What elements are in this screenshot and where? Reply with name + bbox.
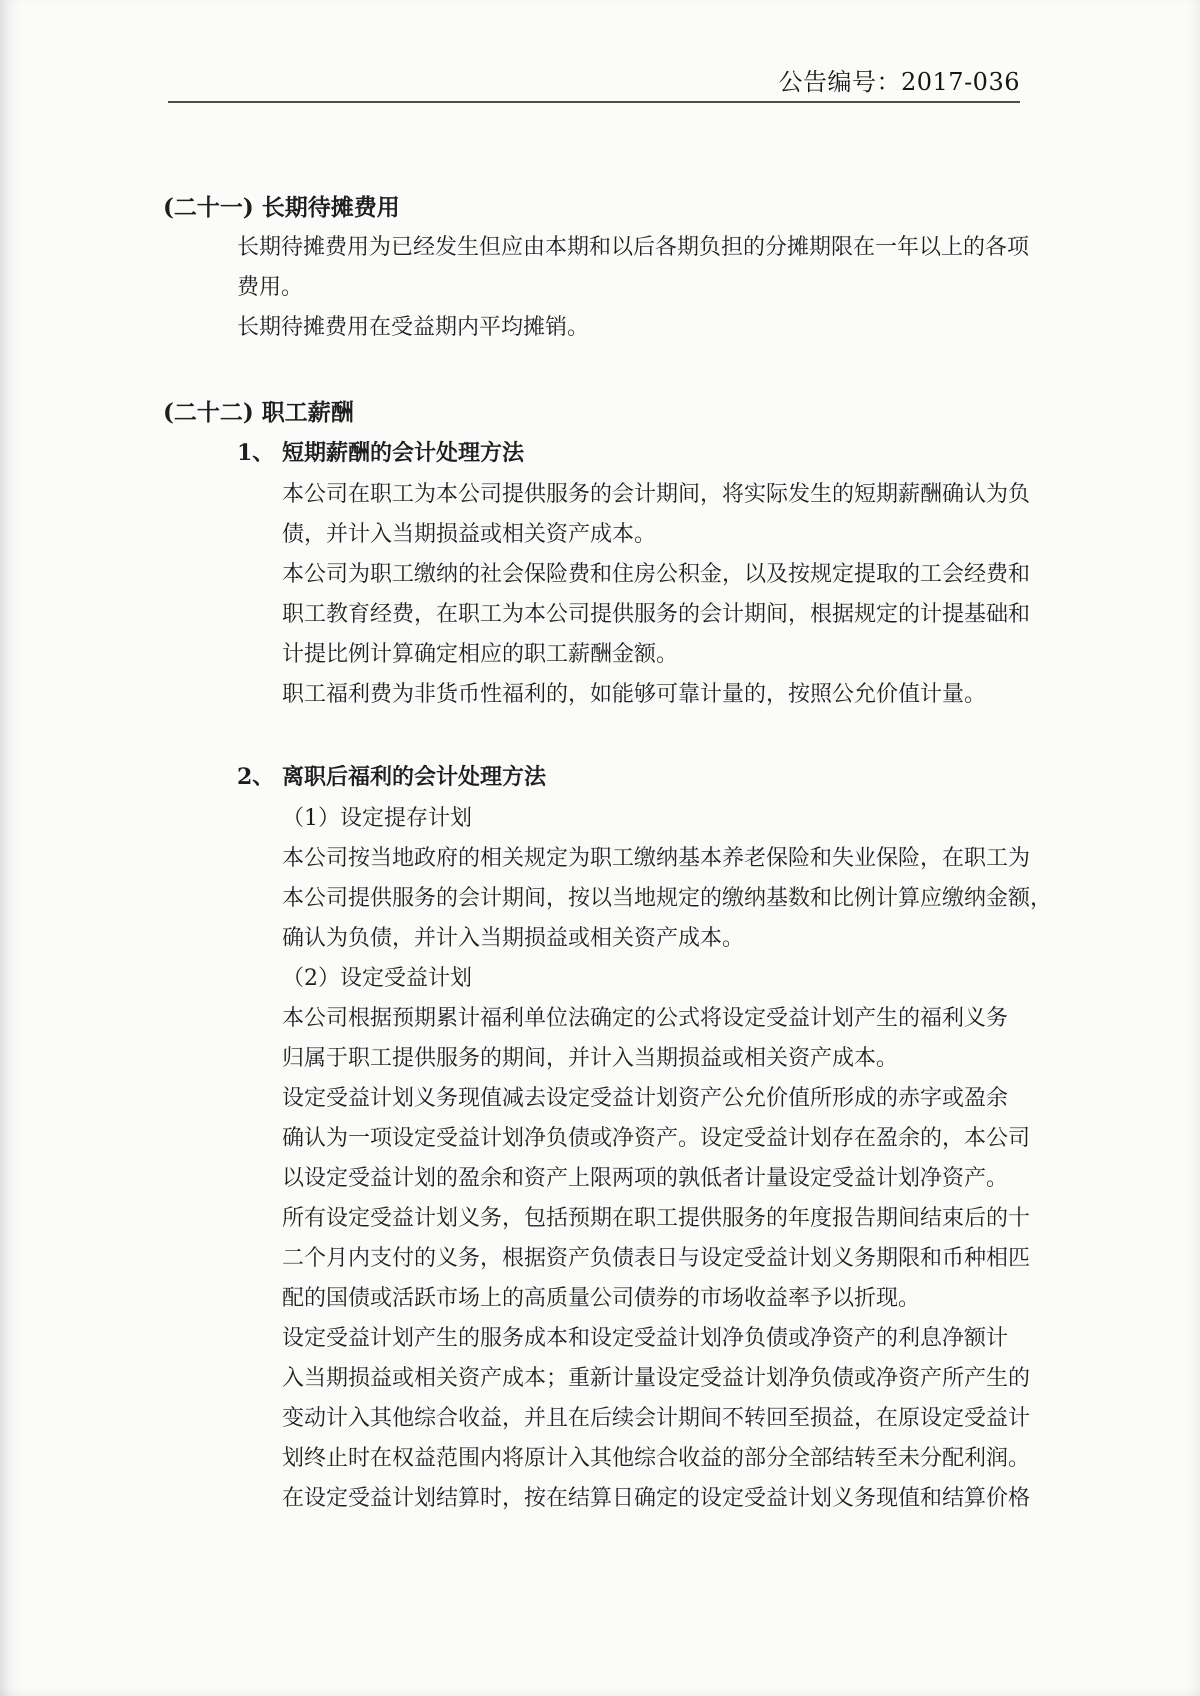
text-line: 确认为负债，并计入当期损益或相关资产成本。 [282, 926, 745, 951]
text-line: 二个月内支付的义务，根据资产负债表日与设定受益计划义务期限和币种相匹 [282, 1246, 1031, 1271]
text-line: 设定受益计划义务现值减去设定受益计划资产公允价值所形成的赤字或盈余 [282, 1086, 1009, 1111]
text-line: 入当期损益或相关资产成本；重新计量设定受益计划净负债或净资产所产生的 [282, 1366, 1031, 1391]
item-post-employment-benefits [0, 757, 1200, 1519]
section-title: (二十一) 长期待摊费用 [163, 194, 400, 221]
section-title: (二十二) 职工薪酬 [163, 399, 354, 426]
item-body [282, 475, 1200, 715]
text-line: 职工福利费为非货币性福利的，如能够可靠计量的，按照公允价值计量。 [282, 682, 987, 707]
text-line: 长期待摊费用为已经发生但应由本期和以后各期负担的分摊期限在一年以上的各项 [237, 235, 1030, 260]
text-line: 以设定受益计划的盈余和资产上限两项的孰低者计量设定受益计划净资产。 [282, 1166, 1009, 1191]
section-body [237, 228, 1200, 348]
text-line: 配的国债或活跃市场上的高质量公司债券的市场收益率予以折现。 [282, 1286, 921, 1311]
text-line: 本公司提供服务的会计期间，按以当地规定的缴纳基数和比例计算应缴纳金额， [282, 886, 1053, 911]
item-title: 离职后福利的会计处理方法 [282, 764, 547, 790]
item-number: 1、 [237, 440, 275, 466]
paragraph [282, 1199, 1200, 1319]
paragraph [282, 1079, 1200, 1199]
text-line: 在设定受益计划结算时，按在结算日确定的设定受益计划义务现值和结算价格 [282, 1486, 1031, 1511]
text-line: 职工教育经费，在职工为本公司提供服务的会计期间，根据规定的计提基础和 [282, 602, 1031, 627]
item-body [282, 799, 1200, 1519]
paragraph [237, 228, 1200, 308]
item-number: 2、 [237, 764, 275, 790]
item-title: 短期薪酬的会计处理方法 [282, 440, 525, 466]
text-line: 变动计入其他综合收益，并且在后续会计期间不转回至损益，在原设定受益计 [282, 1406, 1031, 1431]
paragraph [282, 475, 1200, 555]
paragraph [282, 839, 1200, 959]
text-line: 本公司按当地政府的相关规定为职工缴纳基本养老保险和失业保险，在职工为 [282, 846, 1031, 871]
text-line: 确认为一项设定受益计划净负债或净资产。设定受益计划存在盈余的，本公司 [282, 1126, 1031, 1151]
paragraph [282, 1319, 1200, 1519]
text-line: 划终止时在权益范围内将原计入其他综合收益的部分全部结转至未分配利润。 [282, 1446, 1031, 1471]
text-line: 本公司为职工缴纳的社会保险费和住房公积金，以及按规定提取的工会经费和 [282, 562, 1031, 587]
paragraph [237, 308, 1200, 348]
doc-header [170, 62, 1020, 97]
paragraph [282, 999, 1200, 1079]
text-line: 债，并计入当期损益或相关资产成本。 [282, 522, 657, 547]
text-line: 设定受益计划产生的服务成本和设定受益计划净负债或净资产的利息净额计 [282, 1326, 1009, 1351]
section-employee-compensation [0, 393, 1200, 1519]
item-heading-row [237, 433, 1200, 475]
subsection-heading: （2）设定受益计划 [282, 966, 472, 991]
header-rule [168, 101, 1020, 103]
item-short-term-compensation [0, 433, 1200, 715]
doc-number: 公告编号：2017-036 [778, 68, 1020, 96]
text-line: 本公司根据预期累计福利单位法确定的公式将设定受益计划产生的福利义务 [282, 1006, 1009, 1031]
text-line: 所有设定受益计划义务，包括预期在职工提供服务的年度报告期间结束后的十 [282, 1206, 1031, 1231]
paragraph [282, 675, 1200, 715]
paragraph [282, 555, 1200, 675]
section-long-term-deferred-expenses [0, 188, 1200, 348]
text-line: 本公司在职工为本公司提供服务的会计期间，将实际发生的短期薪酬确认为负 [282, 482, 1031, 507]
text-line: 长期待摊费用在受益期内平均摊销。 [237, 315, 590, 340]
subsection-heading: （1）设定提存计划 [282, 806, 472, 831]
text-line: 费用。 [237, 275, 304, 300]
item-heading-row [237, 757, 1200, 799]
text-line: 归属于职工提供服务的期间，并计入当期损益或相关资产成本。 [282, 1046, 899, 1071]
text-line: 计提比例计算确定相应的职工薪酬金额。 [282, 642, 679, 667]
